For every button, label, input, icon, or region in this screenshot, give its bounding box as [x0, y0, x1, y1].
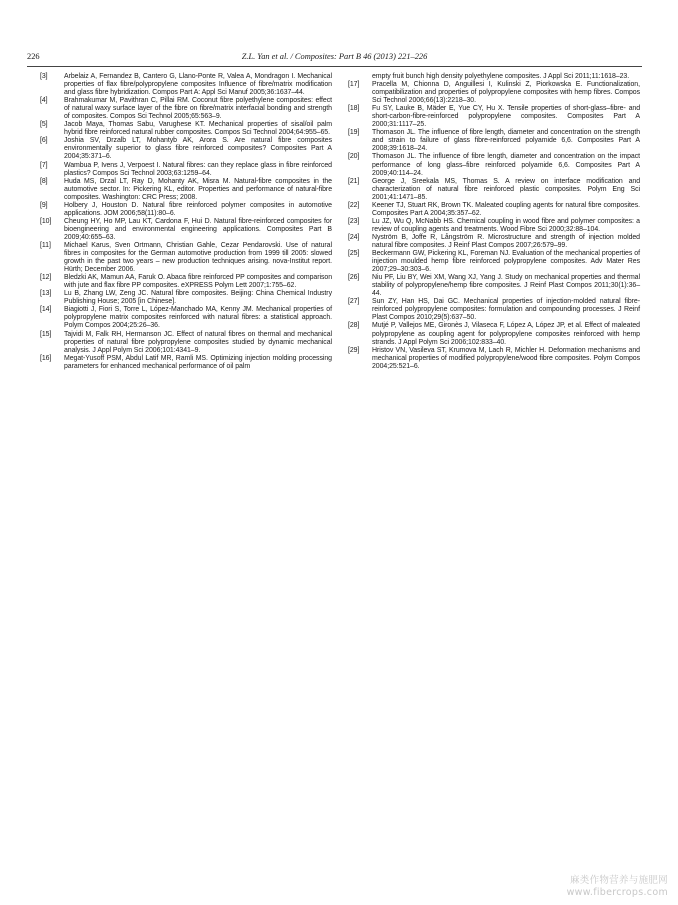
reference-text: Michael Karus, Sven Ortmann, Christian Gahle, Cezar Pendarovski. Use of natural fibres in composites for the German automotive production from 1999 till 2005: slowed growth in the past two years – new production techniques arising. nova-Institut report. Hürth; December 2006.	[64, 241, 332, 274]
reference-item	[348, 250, 640, 274]
reference-number: [27]	[348, 298, 360, 306]
reference-item	[348, 105, 640, 129]
reference-number: [16]	[40, 354, 52, 362]
reference-text: Thomason JL. The influence of fibre length, diameter and concentration on the impact performance of long glass–fibre reinforced polyamide 6,6. Composites Part A 2009;40:114–24.	[372, 153, 640, 177]
reference-item	[40, 355, 332, 371]
reference-item	[40, 242, 332, 274]
reference-number: [24]	[348, 233, 360, 241]
reference-item	[348, 202, 640, 218]
reference-item	[348, 347, 640, 371]
reference-text: Biagiotti J, Fiori S, Torre L, López-Manchado MA, Kenny JM. Mechanical properties of polypropylene matrix composites reinforced with natural fibres: a statistical approach. Polym Compos 2004;25:26–36.	[64, 306, 332, 330]
reference-text: Holbery J, Houston D. Natural fibre reinforced polymer composites in automotive applications. JOM 2006;58(11):80–6.	[64, 201, 332, 217]
reference-item	[40, 218, 332, 242]
reference-text: Beckermann GW, Pickering KL, Foreman NJ. Evaluation of the mechanical properties of injection moulded hemp fibre reinforced polypropylene composites. Adv Mater Res 2007;29–30:303–6.	[372, 250, 640, 274]
reference-number: [20]	[348, 153, 360, 161]
reference-text: Megat-Yusoff PSM, Abdul Latif MR, Ramli MS. Optimizing injection molding processing parameters for enhanced mechanical performance of oil palm	[64, 354, 332, 370]
reference-text: Wambua P, Ivens J, Verpoest I. Natural fibres: can they replace glass in fibre reinforced plastics? Compos Sci Technol 2003;63:1259–64.	[64, 161, 332, 177]
reference-number: [18]	[348, 105, 360, 113]
reference-number: [17]	[348, 81, 360, 89]
reference-text: Lu JZ, Wu Q, McNabb HS. Chemical coupling in wood fibre and polymer composites: a review of coupling agents and treatments. Wood Fibre Sci 2000;32:88–104.	[372, 217, 640, 233]
reference-number: [11]	[40, 241, 51, 249]
watermark	[567, 875, 668, 899]
reference-number: [6]	[40, 137, 48, 145]
reference-text: Keener TJ, Stuart RK, Brown TK. Maleated coupling agents for natural fibre composites. Composites Part A 2004;35:357–62.	[372, 201, 640, 217]
reference-item	[40, 97, 332, 121]
reference-number: [4]	[40, 97, 48, 105]
reference-number: [5]	[40, 121, 48, 129]
reference-number: [21]	[348, 177, 360, 185]
reference-text: Mutjé P, Vallejos ME, Gironès J, Vilaseca F, López A, López JP, et al. Effect of maleated polypropylene as coupling agent for polypropylene composites reinforced with hemp strands. J Appl Polym Sci 2006;102:833–40.	[372, 322, 640, 346]
reference-item	[40, 274, 332, 290]
reference-number: [29]	[348, 346, 360, 354]
reference-item	[348, 274, 640, 298]
reference-number: [13]	[40, 290, 52, 298]
reference-text: Bledzki AK, Mamun AA, Faruk O. Abaca fibre reinforced PP composites and comparison with jute and flax fibre PP composites. eXPRESS Polym Lett 2007;1:755–62.	[64, 274, 332, 290]
reference-item	[348, 218, 640, 234]
page-number: 226	[27, 52, 40, 61]
reference-number: [9]	[40, 201, 48, 209]
reference-item	[40, 121, 332, 137]
reference-item	[40, 73, 332, 97]
reference-text: Hristov VN, Vasileva ST, Krumova M, Lach R, Michler H. Deformation mechanisms and mechanical properties of modified polypropylene/wood fibre composites. Polym Compos 2004;25:521–6.	[372, 346, 640, 370]
reference-item	[348, 153, 640, 177]
reference-text: Arbelaiz A, Fernandez B, Cantero G, Llano-Ponte R, Valea A, Mondragon I. Mechanical properties of flax fibre/polypropylene composites Influence of fibre/matrix modification and glass fibre hybridization. Compos Part A: Appl Sci Manuf 2005;36:1637–44.	[64, 73, 332, 97]
reference-text: Joshia SV, Drzalb LT, Mohantyb AK, Arora S. Are natural fibre composites environmentally superior to glass fibre reinforced composites? Composites Part A 2004;35:371–6.	[64, 137, 332, 161]
reference-number: [19]	[348, 129, 360, 137]
reference-number: [10]	[40, 217, 52, 225]
reference-number: [25]	[348, 250, 360, 258]
reference-number: [12]	[40, 274, 52, 282]
reference-item	[40, 290, 332, 306]
reference-number: [7]	[40, 161, 48, 169]
reference-number: [14]	[40, 306, 52, 314]
reference-text: Lu B, Zhang LW, Zeng JC. Natural fibre composites. Beijing: China Chemical Industry Publishing House; 2005 [in Chinese].	[64, 290, 332, 306]
reference-number: [3]	[40, 73, 48, 80]
reference-text: Tajvidi M, Falk RH, Hermanson JC. Effect of natural fibres on thermal and mechanical properties of natural fibre polypropylene composites studied by dynamic mechanical analysis. J Appl Polym Sci 2006;101:4341–9.	[64, 330, 332, 354]
reference-text: Pracella M, Chionna D, Anguillesi I, Kulinski Z, Piorkowska E. Functionalization, compatibilization and properties of polypropylene composites with hemp fibres. Compos Sci Technol 2006;66(13):2218–30.	[372, 81, 640, 105]
reference-number: [22]	[348, 201, 360, 209]
reference-text: Jacob Maya, Thomas Sabu, Varughese KT. Mechanical properties of sisal/oil palm hybrid fibre reinforced natural rubber composites. Compos Sci Technol 2004;64:955–65.	[64, 121, 332, 137]
reference-text: Cheung HY, Ho MP, Lau KT, Cardona F, Hui D. Natural fibre-reinforced composites for bioengineering and environmental engineering applications. Composites Part B 2009;40:655–63.	[64, 217, 332, 241]
reference-text: Fu SY, Lauke B, Mäder E, Yue CY, Hu X. Tensile properties of short-glass–fibre- and short-carbon-fibre-reinforced polypropylene composites. Composites Part A 2000;31:1117–25.	[372, 105, 640, 129]
reference-item	[348, 73, 640, 81]
reference-item	[348, 298, 640, 322]
reference-item	[40, 331, 332, 355]
reference-item	[40, 202, 332, 218]
references-right-column	[348, 73, 640, 371]
reference-item	[40, 306, 332, 330]
reference-item	[348, 322, 640, 346]
reference-number: [26]	[348, 274, 360, 282]
reference-item	[348, 234, 640, 250]
reference-item	[348, 81, 640, 105]
reference-number: [8]	[40, 177, 48, 185]
reference-number: [28]	[348, 322, 360, 330]
reference-text: Sun ZY, Han HS, Dai GC. Mechanical properties of injection-molded natural fibre-reinforced polypropylene composites: formulation and compounding processes. J Reinf Plast Compos 2010;29(5):637–50.	[372, 298, 640, 322]
reference-item	[348, 178, 640, 202]
watermark-url: www.fibercrops.com	[566, 887, 668, 898]
reference-item	[40, 137, 332, 161]
reference-number: [23]	[348, 217, 360, 225]
reference-text: George J, Sreekala MS, Thomas S. A review on interface modification and characterization of natural fibre reinforced plastic composites. Polym Eng Sci 2001;41:1471–85.	[372, 177, 640, 201]
reference-number: [15]	[40, 330, 52, 338]
reference-item	[348, 129, 640, 153]
reference-text: Brahmakumar M, Pavithran C, Pillai RM. Coconut fibre polyethylene composites: effect of natural waxy surface layer of the fibre on fibre/matrix interfacial bonding and strength of composites. Compos Sci Technol 2005;65:563–9.	[64, 97, 332, 121]
header-rule	[27, 66, 642, 67]
reference-text: empty fruit bunch high density polyethylene composites. J Appl Sci 2011;11:1618–23.	[372, 73, 630, 80]
page-header	[27, 50, 642, 64]
reference-text: Thomason JL. The influence of fibre length, diameter and concentration on the strength and strain to failure of glass fibre-reinforced polyamide 6,6. Composites Part A 2008;39:1618–24.	[372, 129, 640, 153]
reference-text: Nyström B, Joffe R, Långström R. Microstructure and strength of injection molded natural fibre composites. J Reinf Plast Compos 2007;26:579–99.	[372, 233, 640, 249]
reference-text: Niu PF, Liu BY, Wei XM, Wang XJ, Yang J. Study on mechanical properties and thermal stability of polypropylene/hemp fibre composites. J Reinf Plast Compos 2011;30(1):36–44.	[372, 274, 640, 298]
running-title: Z.L. Yan et al. / Composites: Part B 46 (2013) 221–226	[241, 52, 428, 61]
watermark-text-cn: 麻类作物营养与施肥网	[569, 875, 668, 886]
reference-item	[40, 178, 332, 202]
references-left-column	[40, 73, 332, 371]
reference-text: Huda MS, Drzal LT, Ray D, Mohanty AK, Misra M. Natural-fibre composites in the automotive sector. In: Pickering KL, editor. Properties and performance of natural-fibre composites. Washington: CRC Press; 2008.	[64, 177, 332, 201]
reference-item	[40, 162, 332, 178]
